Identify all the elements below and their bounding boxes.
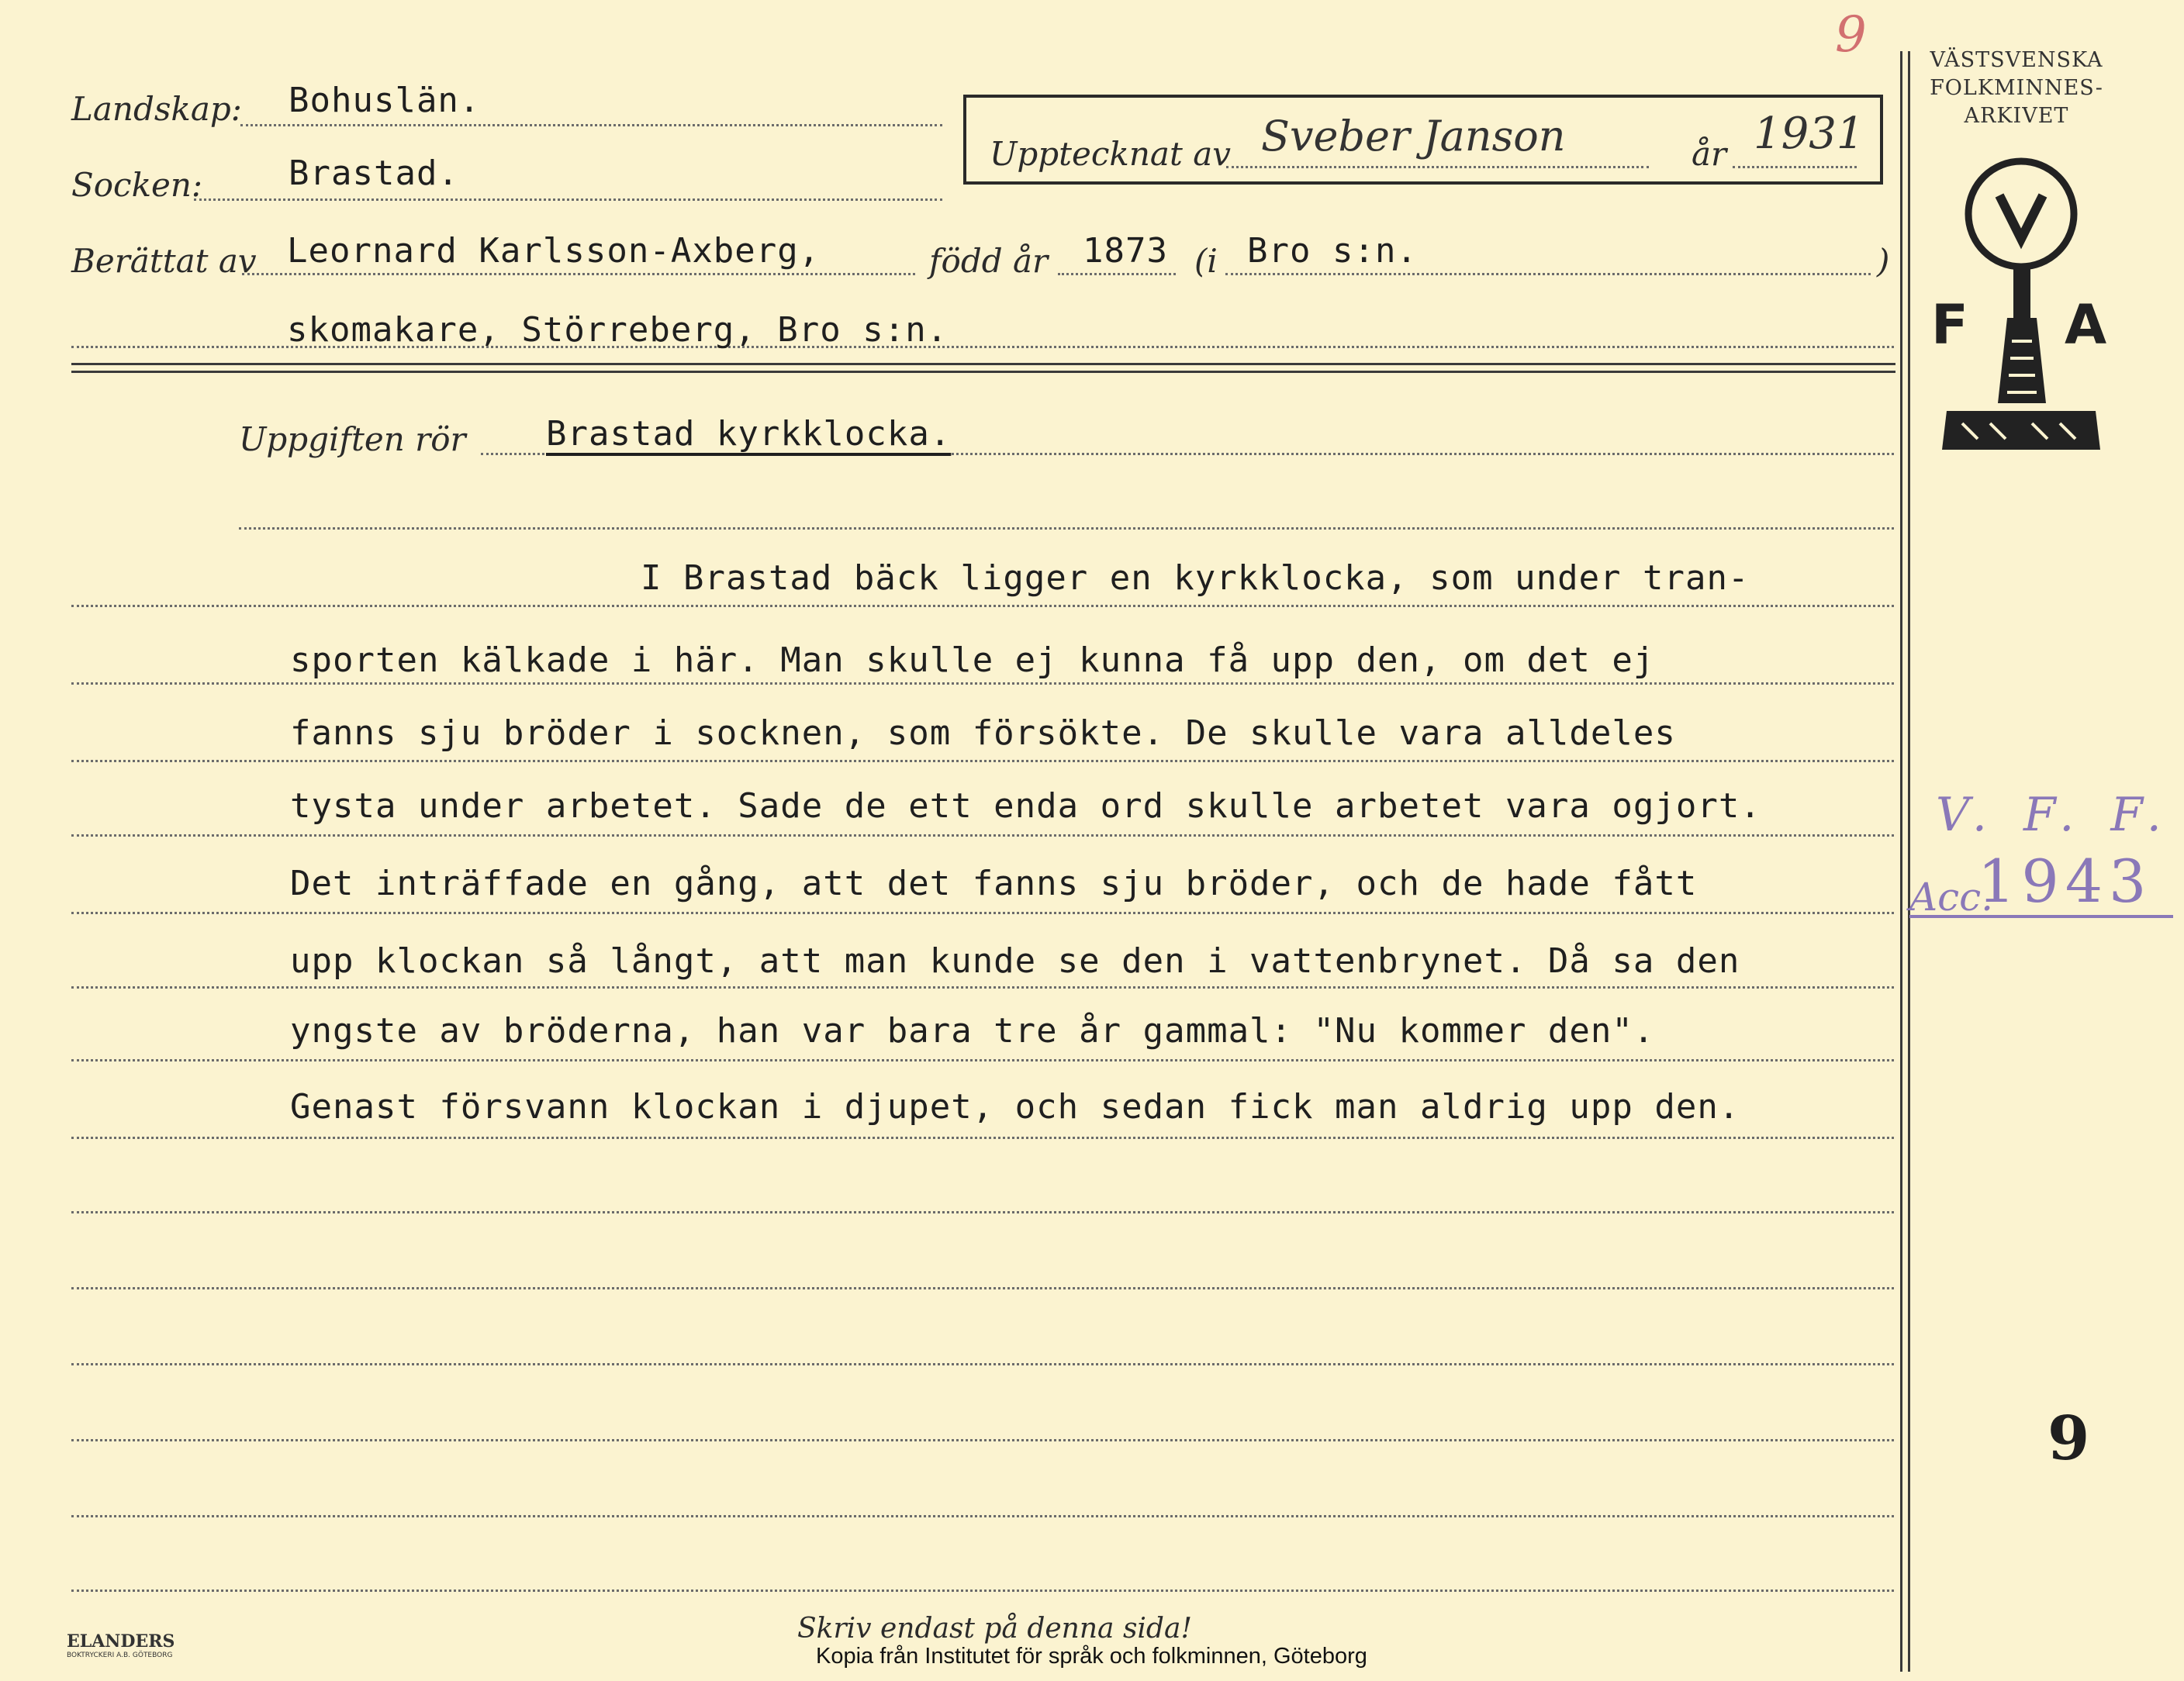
column-divider-outer — [1900, 51, 1902, 1672]
printer-address: BOKTRYCKERI A.B. GÖTEBORG — [67, 1652, 173, 1659]
paren-open: (i — [1194, 242, 1218, 280]
landskap-label: Landskap: — [71, 90, 242, 128]
body-line: tysta under arbetet. Sade de ett enda ord skulle arbetet vara ogjort. — [290, 786, 1761, 826]
stamp-vff: V. F. F. — [1936, 788, 2172, 842]
berattat-line — [242, 273, 915, 275]
uppgift-label: Uppgiften rör — [239, 420, 466, 458]
uppteck-label: Upptecknat av — [990, 135, 1231, 173]
footer-instruction: Skriv endast på denna sida! — [797, 1613, 1192, 1645]
printer-mark — [67, 1631, 175, 1659]
column-divider-inner — [1908, 51, 1910, 1672]
stamp-acc-number: 1943 — [1978, 847, 2153, 916]
ar-value: 1931 — [1754, 109, 1864, 159]
uppteck-line — [1226, 166, 1649, 168]
header-rule-bottom — [71, 371, 1895, 373]
ruled-line — [71, 682, 1894, 685]
ar-line — [1733, 166, 1857, 168]
paren-close: ) — [1877, 242, 1890, 280]
ruled-line — [71, 912, 1894, 914]
body-line: Det inträffade en gång, att det fanns sju bröder, och de hade fått — [290, 864, 1698, 903]
body-line: sporten kälkade i här. Man skulle ej kunna få upp den, om det ej — [290, 640, 1655, 680]
fodd-label: född år — [929, 242, 1049, 280]
ruled-line — [71, 605, 1894, 607]
ruled-line — [71, 986, 1894, 989]
page-number: 9 — [2047, 1403, 2090, 1474]
body-line: I Brastad bäck ligger en kyrkklocka, som under tran- — [641, 558, 1750, 598]
archive-line-3: ARKIVET — [1964, 104, 2069, 128]
logo-letter-a: A — [2065, 293, 2107, 357]
ruled-line — [71, 1287, 1894, 1289]
body-line: fanns sju bröder i socknen, som försökte. De skulle vara alldeles — [290, 713, 1676, 753]
ruled-line — [71, 1363, 1894, 1365]
body-line: upp klockan så långt, att man kunde se den i vattenbrynet. Då sa den — [290, 941, 1740, 981]
fodd-value: 1873 — [1083, 231, 1168, 271]
ruled-line — [71, 760, 1894, 762]
stamp-underline — [1909, 915, 2173, 918]
stamp-acc-label: Acc. — [1909, 875, 1994, 920]
corner-page-mark: 9 — [1835, 6, 1867, 64]
ruled-line — [71, 1439, 1894, 1441]
ruled-line — [71, 1059, 1894, 1061]
archive-line-1: VÄSTSVENSKA — [1930, 48, 2103, 72]
archive-logo — [1916, 155, 2117, 465]
body-line: yngste av bröderna, han var bara tre år gammal: "Nu kommer den". — [290, 1011, 1655, 1051]
fodd-line — [1058, 273, 1176, 275]
ruled-line — [71, 1515, 1894, 1517]
socken-label: Socken: — [71, 166, 203, 204]
landskap-line — [240, 124, 942, 126]
ar-label: år — [1692, 135, 1727, 173]
uppgift-line-2 — [239, 527, 1894, 530]
copy-notice: Kopia från Institutet för språk och folkminnen, Göteborg — [816, 1644, 1367, 1669]
ruled-line — [71, 1590, 1894, 1592]
archive-line-2: FOLKMINNES- — [1930, 76, 2103, 100]
birthplace-line — [1225, 273, 1871, 275]
logo-letter-f: F — [1931, 293, 1968, 357]
ruled-line — [71, 834, 1894, 837]
berattat-value: Leornard Karlsson-Axberg, — [287, 231, 821, 271]
ruled-line — [71, 1137, 1894, 1139]
occupation-value: skomakare, Störreberg, Bro s:n. — [287, 310, 949, 350]
header-rule-top — [71, 363, 1895, 365]
ruled-line — [71, 1211, 1894, 1213]
socken-line — [194, 198, 942, 201]
berattat-label: Berättat av — [71, 242, 257, 280]
archive-name — [1916, 47, 2117, 130]
body-line: Genast försvann klockan i djupet, och sedan fick man aldrig upp den. — [290, 1087, 1740, 1127]
uppteck-box — [963, 95, 1883, 185]
socken-value: Brastad. — [289, 154, 459, 193]
birthplace-value: Bro s:n. — [1247, 231, 1418, 271]
printer-name: ELANDERS — [67, 1631, 175, 1652]
landskap-value: Bohuslän. — [289, 81, 481, 120]
uppteck-value: Sveber Janson — [1261, 112, 1566, 161]
uppgift-value: Brastad kyrkklocka. — [546, 414, 952, 454]
